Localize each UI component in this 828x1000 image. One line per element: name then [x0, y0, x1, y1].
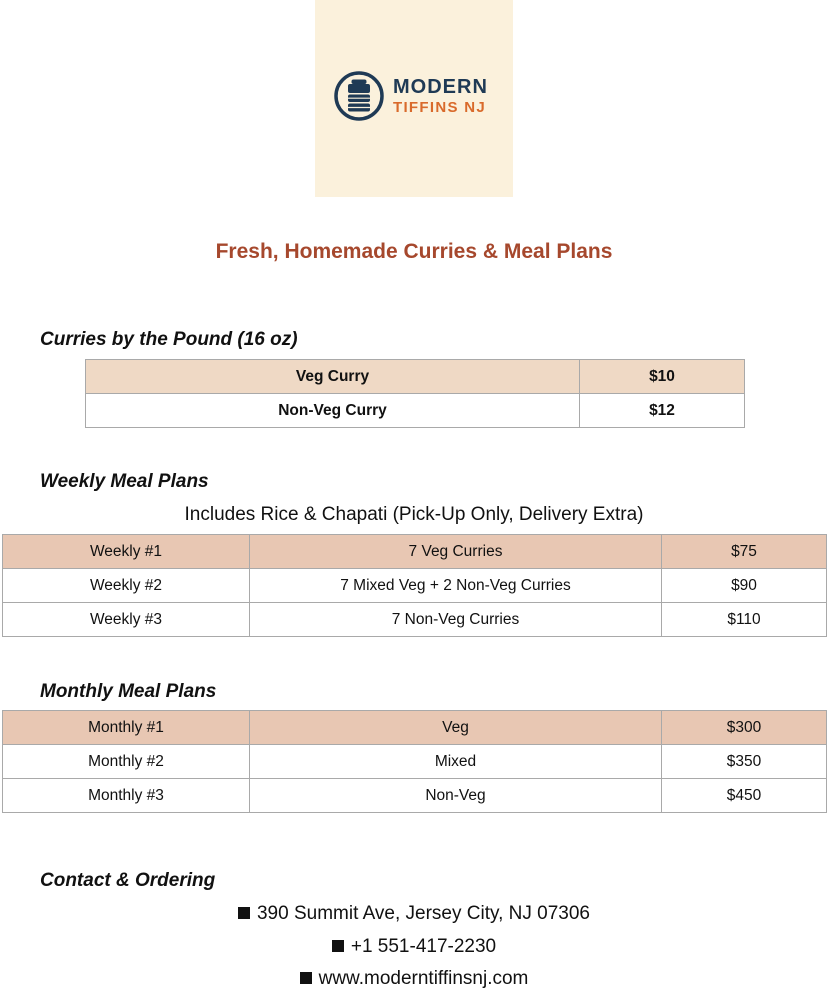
plan-price: $300 [662, 711, 827, 745]
contact-phone[interactable] [0, 936, 828, 958]
curries-section-title: Curries by the Pound (16 oz) [40, 329, 298, 350]
square-bullet-icon [300, 972, 312, 984]
plan-name: Weekly #2 [3, 569, 250, 603]
plan-description: 7 Mixed Veg + 2 Non-Veg Curries [250, 569, 662, 603]
logo-banner [315, 0, 513, 197]
plan-price: $110 [662, 603, 827, 637]
plan-name: Weekly #1 [3, 535, 250, 569]
phone-text[interactable]: +1 551-417-2230 [350, 936, 497, 957]
square-bullet-icon [332, 940, 344, 952]
item-price: $10 [580, 360, 745, 394]
plan-name: Weekly #3 [3, 603, 250, 637]
logo-line-1: MODERN [393, 76, 488, 98]
page-headline: Fresh, Homemade Curries & Meal Plans [215, 240, 613, 263]
item-price: $12 [580, 394, 745, 428]
plan-description: 7 Veg Curries [250, 535, 662, 569]
monthly-section-title: Monthly Meal Plans [40, 681, 217, 702]
logo-line-2: TIFFINS NJ [393, 99, 487, 116]
logo-wordmark [393, 77, 488, 115]
curries-table [85, 359, 745, 428]
contact-address [0, 903, 828, 925]
plan-name: Monthly #2 [3, 745, 250, 779]
table-row [3, 535, 827, 569]
plan-price: $90 [662, 569, 827, 603]
table-row [3, 779, 827, 813]
plan-price: $450 [662, 779, 827, 813]
weekly-plans-table [2, 534, 827, 637]
contact-website[interactable] [0, 968, 828, 990]
address-text: 390 Summit Ave, Jersey City, NJ 07306 [256, 903, 590, 924]
plan-name: Monthly #1 [3, 711, 250, 745]
weekly-section-title: Weekly Meal Plans [40, 471, 209, 492]
item-name: Veg Curry [86, 360, 580, 394]
item-name: Non-Veg Curry [86, 394, 580, 428]
website-link[interactable]: www.moderntiffinsnj.com [318, 968, 529, 989]
tiffin-icon [333, 70, 385, 122]
plan-description: Veg [250, 711, 662, 745]
table-row [86, 394, 745, 428]
plan-price: $350 [662, 745, 827, 779]
plan-description: Mixed [250, 745, 662, 779]
table-row [86, 360, 745, 394]
plan-description: Non-Veg [250, 779, 662, 813]
plan-price: $75 [662, 535, 827, 569]
contact-section-title: Contact & Ordering [40, 870, 216, 891]
table-row [3, 569, 827, 603]
table-row [3, 745, 827, 779]
monthly-plans-table [2, 710, 827, 813]
table-row [3, 711, 827, 745]
plan-description: 7 Non-Veg Curries [250, 603, 662, 637]
plan-name: Monthly #3 [3, 779, 250, 813]
square-bullet-icon [238, 907, 250, 919]
table-row [3, 603, 827, 637]
weekly-subtitle: Includes Rice & Chapati (Pick-Up Only, Delivery Extra) [184, 504, 644, 525]
